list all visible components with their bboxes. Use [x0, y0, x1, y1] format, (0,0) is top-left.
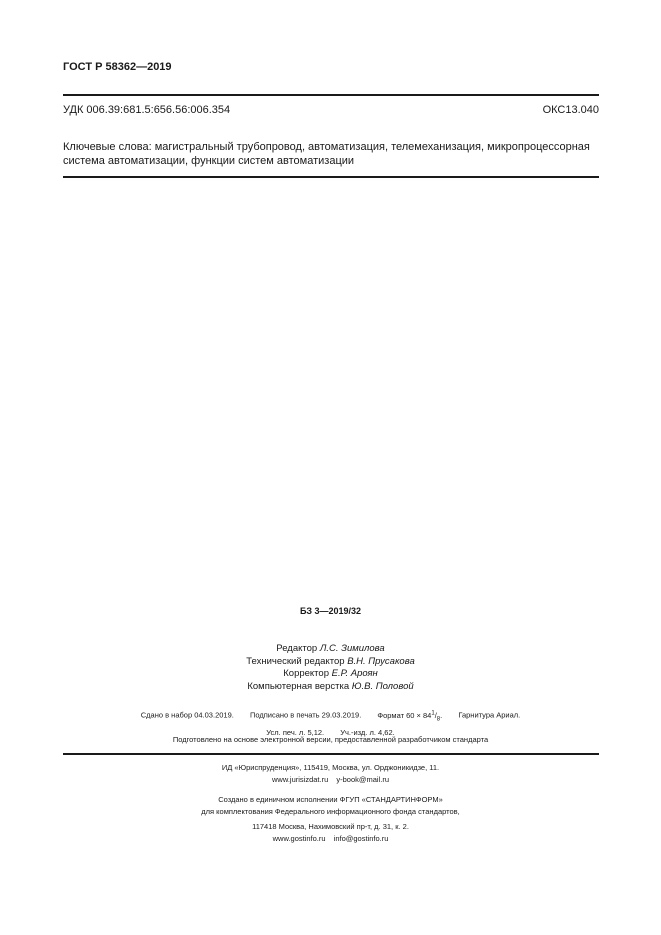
imprint-pub-sheets: Уч.-изд. л. 4,62. [340, 728, 395, 737]
creator-site-link[interactable]: www.gostinfo.ru [272, 833, 326, 843]
publisher-address: ИД «Юриспруденция», 115419, Москва, ул. Орджоникидзе, 11. [221, 763, 440, 772]
publisher-block [0, 762, 661, 785]
credit-name: В.Н. Прусакова [347, 655, 415, 667]
imprint-sent: Сдано в набор 04.03.2019. [140, 710, 234, 720]
imprint-line-1 [0, 707, 661, 726]
prepared-note: Подготовлено на основе электронной версии, предоставленной разработчиком стандарта [172, 735, 489, 744]
keywords-line-1: Ключевые слова: магистральный трубопровод, автоматизация, телемеханизация, микропроцессорная [63, 141, 590, 153]
credit-tech-editor [0, 656, 661, 669]
format-sub: 8 [436, 716, 441, 722]
imprint-typeface: Гарнитура Ариал. [458, 710, 521, 720]
credit-role: Редактор [276, 643, 318, 654]
publisher-site-link[interactable]: www.jurisizdat.ru [272, 774, 329, 784]
credit-name: Ю.В. Половой [351, 680, 414, 692]
imprint-format: Формат $60 \times 84^1/_8$. [377, 710, 443, 722]
publisher-email-link[interactable]: y-book@mail.ru [336, 774, 389, 784]
creator-email-link[interactable]: info@gostinfo.ru [333, 833, 389, 843]
credit-editor [0, 643, 661, 656]
credit-role: Корректор [283, 668, 329, 679]
credit-role: Технический редактор [246, 655, 345, 667]
bz-number: БЗ 3—2019/32 [299, 606, 362, 616]
format-sup: 1 [431, 710, 435, 716]
creator-contacts [0, 833, 661, 845]
keywords-divider [63, 176, 599, 178]
credit-role: Компьютерная верстка [247, 680, 350, 692]
publisher-contacts [0, 774, 661, 786]
imprint-print-sheets: Усл. печ. л. 5,12. [266, 728, 325, 737]
credit-proofreader [0, 668, 661, 681]
top-divider [63, 94, 599, 96]
format-suffix: . [440, 710, 443, 720]
keywords [63, 140, 599, 168]
creator-line-2: для комплектования Федерального информационного фонда стандартов, [201, 806, 460, 816]
creator-block [0, 794, 661, 844]
creator-line-3: 117418 Москва, Нахимовский пр-т, д. 31, к. 2. [252, 822, 409, 831]
credit-name: Е.Р. Ароян [331, 668, 378, 679]
udk-code: УДК 006.39:681.5:656.56:006.354 [63, 104, 231, 116]
imprint-signed: Подписано в печать 29.03.2019. [249, 710, 362, 720]
oks-code: ОКС13.040 [542, 104, 599, 116]
keywords-line-2: система автоматизации, функции систем автоматизации [63, 155, 355, 167]
bottom-divider [63, 753, 599, 755]
credit-name: Л.С. Зимилова [319, 643, 385, 654]
format-prefix: Формат 60 × 84 [377, 710, 432, 720]
credits-block [0, 643, 661, 693]
creator-line-1: Создано в единичном исполнении ФГУП «СТАНДАРТИНФОРМ» [218, 795, 443, 804]
standard-id: ГОСТ Р 58362—2019 [63, 61, 172, 73]
credit-layout [0, 681, 661, 694]
